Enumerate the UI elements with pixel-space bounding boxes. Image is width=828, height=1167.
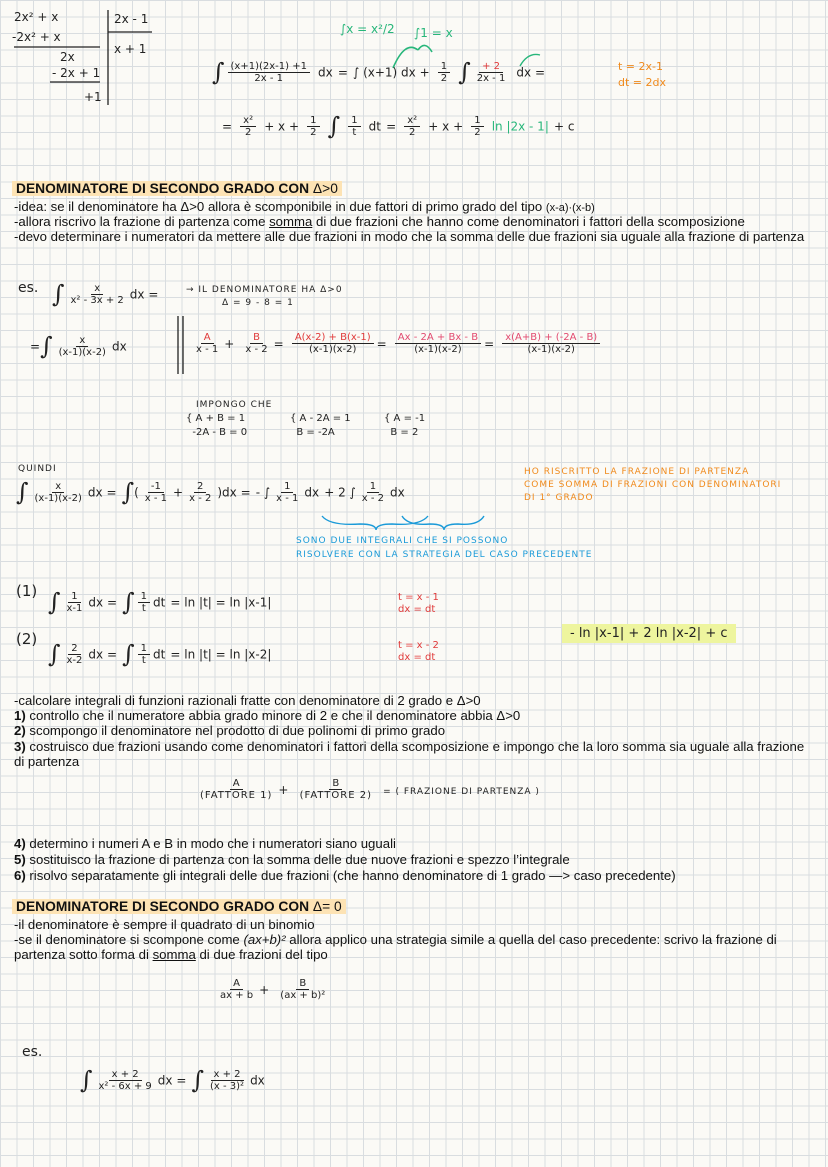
procedure-step4: 4) determino i numeri A e B in modo che i numeratori siano uguali bbox=[14, 836, 396, 851]
example1-delta: Δ = 9 - 8 = 1 bbox=[222, 298, 294, 308]
system-3: { A = -1 B = 2 bbox=[384, 413, 426, 438]
section1-heading: DENOMINATORE DI SECONDO GRADO CON Δ>0 bbox=[12, 181, 342, 196]
integral1-half-den: 2 bbox=[440, 72, 448, 84]
division-divisor: 2x - 1 bbox=[114, 12, 149, 26]
final-result: - ln |x-1| + 2 ln |x-2| + c bbox=[562, 624, 736, 643]
section1-p2: -allora riscrivo la frazione di partenza come somma di due frazioni che hanno come denominatori i fattori della scomposizione bbox=[14, 214, 745, 229]
sub-dt: dt = 2dx bbox=[618, 76, 666, 89]
example1-line2: =∫ $\frac{x}{(x-1)(x-2)}$ dx bbox=[30, 332, 127, 360]
division-sub: -2x² + x bbox=[12, 30, 61, 44]
brace-note: SONO DUE INTEGRALI CHE SI POSSONO RISOLVERE CON LA STRATEGIA DEL CASO PRECEDENTE bbox=[296, 536, 593, 560]
annotation-int-x: ∫x = x²/2 bbox=[340, 22, 395, 36]
line2-b: 2 bbox=[244, 126, 252, 138]
line2-ln: ln |2x - 1| bbox=[491, 119, 549, 134]
step2-sub: t = x - 2 dx = dt bbox=[398, 640, 439, 663]
side-note: HO RISCRITTO LA FRAZIONE DI PARTENZA COME SOMMA DI FRAZIONI CON DENOMINATORI DI 1° GRADO bbox=[524, 467, 782, 503]
integral1-line1: ∫ $\frac{(x+1)(2x-1) +1}{2x - 1}$ dx = ∫ (x+1) dx + $\frac{1}{2}$ ∫ $\frac{+ 2}{2x - 1}$ dx = bbox=[212, 58, 546, 86]
section2-fractions: $\frac{A}{ax + b}$ + $\frac{B}{\text{(ax + b)²}}$ bbox=[220, 978, 326, 1001]
annotation-int-1: ∫1 = x bbox=[414, 26, 453, 40]
impongo-label: IMPONGO CHE bbox=[196, 400, 273, 410]
example1-arrow-note: → IL DENOMINATORE HA Δ>0 bbox=[186, 285, 343, 295]
quindi-label: QUINDI bbox=[18, 464, 57, 474]
section1-p3: -devo determinare i numeratori da mettere alle due frazioni in modo che la somma delle due frazioni sia uguale alla frazione di partenza bbox=[14, 229, 805, 244]
system-2: { A - 2A = 1 B = -2A bbox=[290, 413, 351, 438]
integral1-frac-num: + 2 bbox=[479, 61, 503, 73]
example1-integral: ∫ $\frac{x}{\text{x² - 3x + 2}}$ dx = bbox=[52, 280, 159, 308]
section1-p1: -idea: se il denominatore ha Δ>0 allora è scomponibile in due fattori di primo grado del tipo (x-a)·(x-b) bbox=[14, 199, 595, 214]
line2-c: + x + bbox=[264, 119, 300, 134]
step1-equation: ∫ $\frac{1}{x-1}$ dx = ∫ $\frac{1}{t}$ dt = ln |t| = ln |x-1| bbox=[48, 588, 272, 616]
sub-t: t = 2x-1 bbox=[618, 60, 663, 73]
section2-p1: -il denominatore è sempre il quadrato di un binomio bbox=[14, 917, 315, 932]
division-remainder: +1 bbox=[84, 90, 102, 104]
integral1-rhs: ∫ (x+1) dx + bbox=[353, 65, 430, 80]
division-sub2: - 2x + 1 bbox=[52, 66, 101, 80]
integral1-half-num: 1 bbox=[438, 61, 450, 73]
section2-p2: -se il denominatore si scompone come (ax+b)² allora applico una strategia simile a quella del caso precedente: scrivo la frazione di partenza sotto forma di somma di due frazioni del tipo bbox=[14, 932, 777, 962]
step2-equation: ∫ $\frac{2}{x-2}$ dx = ∫ $\frac{1}{t}$ dt = ln |t| = ln |x-2| bbox=[48, 640, 272, 668]
step2-marker: (2) bbox=[16, 630, 38, 648]
section2-example: ∫ $\frac{x + 2}{\text{x² - 6x + 9}}$ dx = ∫ $\frac{x + 2}{\text{(x - 3)²}}$ dx bbox=[80, 1066, 265, 1094]
division-quotient: x + 1 bbox=[114, 42, 147, 56]
integral1-frac-den: 2x - 1 bbox=[476, 72, 506, 84]
procedure-step2: 2) scompongo il denominatore nel prodotto di due polinomi di primo grado bbox=[14, 723, 446, 738]
section2-heading: DENOMINATORE DI SECONDO GRADO CON Δ= 0 bbox=[12, 899, 346, 914]
division-rem1: 2x bbox=[60, 50, 75, 64]
example1-es: es. bbox=[18, 280, 39, 296]
step1-sub: t = x - 1 dx = dt bbox=[398, 592, 439, 615]
system-1: { A + B = 1 -2A - B = 0 bbox=[186, 413, 248, 438]
procedure-step1: 1) controllo che il numeratore abbia grado minore di 2 e che il denominatore abbia Δ>0 bbox=[14, 708, 521, 723]
line2-dt: dt bbox=[368, 119, 381, 134]
procedure-step3: 3) costruisco due frazioni usando come denominatori i fattori della scomposizione e impongo che la loro somma sia uguale alla frazione di partenza bbox=[14, 739, 805, 769]
line2-int: ∫ bbox=[327, 112, 341, 140]
procedure-intro: -calcolare integrali di funzioni razionali fratte con denominatore di 2 grado e Δ>0 bbox=[14, 693, 481, 708]
procedure-formula: $\frac{A}{\text{(FATTORE 1)}}$ + $\frac{B}{\text{(FATTORE 2)}}$ = ( FRAZIONE DI PARTENZA ) bbox=[200, 778, 540, 801]
integral1-num: (x+1)(2x-1) +1 bbox=[228, 61, 310, 73]
line2-f: + x + bbox=[428, 119, 464, 134]
division-dividend: 2x² + x bbox=[14, 10, 59, 24]
example1-decomposition: $\frac{A}{x - 1}$ + $\frac{B}{x - 2}$ = $\frac{A(x-2) + B(x-1)}{(x-1)(x-2)}$ = $\frac{Ax - 2A + Bx - B}{(x-1)(x-2)}$ = $\frac{x(A+B) + (-2A - B)}{(x-1)(x-2)}$ bbox=[190, 332, 603, 355]
line2-c-const: + c bbox=[553, 119, 575, 134]
section2-es: es. bbox=[22, 1044, 43, 1060]
procedure-step5: 5) sostituisco la frazione di partenza con la somma delle due nuove frazioni e spezzo l’integrale bbox=[14, 852, 570, 867]
integral1-line2: = $\frac{\text{x²}}{2}$ + x + $\frac{1}{2}$ ∫ $\frac{1}{t}$ dt = $\frac{\text{x²}}{2}$ + x + $\frac{1}{2}$ ln |2x - 1| + c bbox=[222, 112, 575, 140]
step1-marker: (1) bbox=[16, 582, 38, 600]
procedure-step6: 6) risolvo separatamente gli integrali delle due frazioni (che hanno denominatore di 1 grado —> caso precedente) bbox=[14, 868, 676, 883]
quindi-equation: ∫ $\frac{x}{(x-1)(x-2)}$ dx = ∫( $\frac{-1}{x - 1}$ + $\frac{2}{x - 2}$ )dx = - ∫ $\frac{1}{x - 1}$ dx + 2 ∫ $\frac{1}{x - 2}$ dx bbox=[16, 478, 405, 506]
line2-a: x² bbox=[240, 115, 256, 127]
integral1-den: 2x - 1 bbox=[254, 72, 284, 84]
integral1-dx: dx bbox=[318, 65, 333, 80]
